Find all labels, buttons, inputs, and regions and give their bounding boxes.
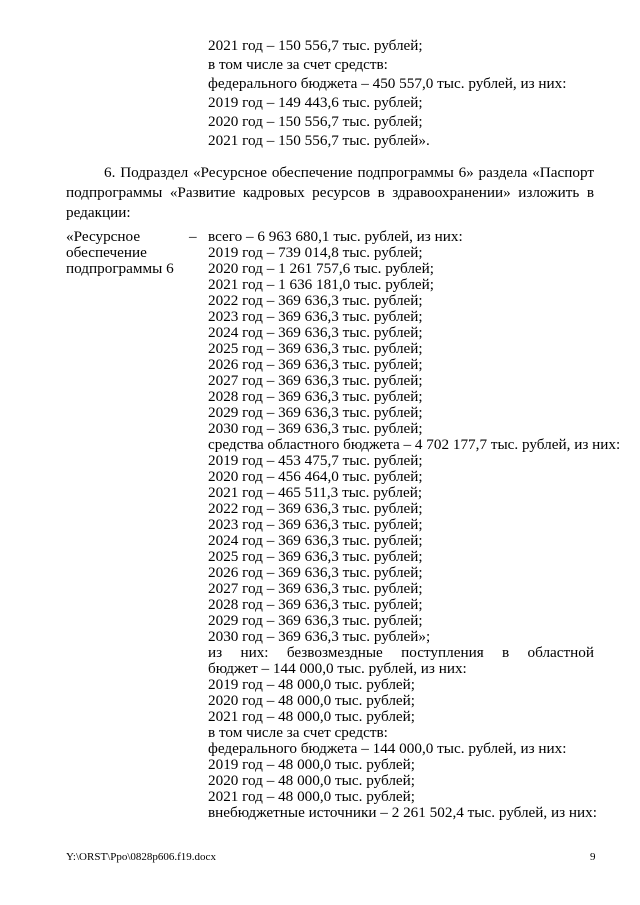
table-value-line: средства областного бюджета – 4 702 177,7 тыс. рублей, из них: [208, 436, 621, 453]
table-value-line: 2023 год – 369 636,3 тыс. рублей; [208, 308, 423, 325]
table-value-line: 2020 год – 48 000,0 тыс. рублей; [208, 772, 416, 789]
table-values [208, 228, 621, 821]
table-value-line: 2022 год – 369 636,3 тыс. рублей; [208, 500, 423, 517]
section-paragraph: 6. Подраздел «Ресурсное обеспечение подпрограммы 6» раздела «Паспорт подпрограммы «Развитие кадровых ресурсов в здравоохранении» изложить в редакции: [66, 164, 594, 221]
top-line: 2019 год – 149 443,6 тыс. рублей; [208, 94, 423, 111]
footer-file-path: Y:\ORST\Ppo\0828p606.f19.docx [66, 851, 216, 863]
table-value-line: 2030 год – 369 636,3 тыс. рублей»; [208, 628, 431, 645]
table-value-line: 2020 год – 456 464,0 тыс. рублей; [208, 468, 423, 485]
table-value-line: 2021 год – 1 636 181,0 тыс. рублей; [208, 276, 435, 293]
table-value-line: внебюджетные источники – 2 261 502,4 тыс. рублей, из них: [208, 804, 597, 821]
table-label-line: подпрограммы 6 [66, 260, 174, 277]
top-line: 2021 год – 150 556,7 тыс. рублей». [208, 132, 430, 149]
table-value-line: 2019 год – 48 000,0 тыс. рублей; [208, 676, 416, 693]
table-value-line: 2027 год – 369 636,3 тыс. рублей; [208, 580, 423, 597]
table-value-line: в том числе за счет средств: [208, 724, 388, 741]
table-dash: – [189, 228, 197, 245]
table-label-line: «Ресурсное [66, 228, 141, 245]
top-line: 2020 год – 150 556,7 тыс. рублей; [208, 113, 423, 130]
table-value-line: 2029 год – 369 636,3 тыс. рублей; [208, 612, 423, 629]
table-value-line: 2026 год – 369 636,3 тыс. рублей; [208, 564, 423, 581]
top-line: федерального бюджета – 450 557,0 тыс. рублей, из них: [208, 75, 567, 92]
table-value-line: 2023 год – 369 636,3 тыс. рублей; [208, 516, 423, 533]
table-value-line: 2020 год – 48 000,0 тыс. рублей; [208, 692, 416, 709]
table-value-line: 2026 год – 369 636,3 тыс. рублей; [208, 356, 423, 373]
table-value-line: 2025 год – 369 636,3 тыс. рублей; [208, 548, 423, 565]
table-value-line: 2027 год – 369 636,3 тыс. рублей; [208, 372, 423, 389]
table-value-line: 2029 год – 369 636,3 тыс. рублей; [208, 404, 423, 421]
table-value-line: федерального бюджета – 144 000,0 тыс. рублей, из них: [208, 740, 567, 757]
table-value-line: из них: безвозмездные поступления в областной [208, 644, 594, 661]
table-value-line: 2021 год – 48 000,0 тыс. рублей; [208, 788, 416, 805]
table-value-line: всего – 6 963 680,1 тыс. рублей, из них: [208, 228, 463, 245]
table-value-line: бюджет – 144 000,0 тыс. рублей, из них: [208, 660, 467, 677]
table-value-line: 2019 год – 739 014,8 тыс. рублей; [208, 244, 423, 261]
top-line: 2021 год – 150 556,7 тыс. рублей; [208, 37, 423, 54]
table-label-line: обеспечение [66, 244, 147, 261]
table-value-line: 2019 год – 453 475,7 тыс. рублей; [208, 452, 423, 469]
table-value-line: 2024 год – 369 636,3 тыс. рублей; [208, 532, 423, 549]
table-value-line: 2021 год – 465 511,3 тыс. рублей; [208, 484, 423, 501]
table-value-line: 2028 год – 369 636,3 тыс. рублей; [208, 596, 423, 613]
table-value-line: 2025 год – 369 636,3 тыс. рублей; [208, 340, 423, 357]
table-value-line: 2021 год – 48 000,0 тыс. рублей; [208, 708, 416, 725]
table-value-line: 2024 год – 369 636,3 тыс. рублей; [208, 324, 423, 341]
table-value-line: 2022 год – 369 636,3 тыс. рублей; [208, 292, 423, 309]
table-value-line: 2019 год – 48 000,0 тыс. рублей; [208, 756, 416, 773]
table-value-line: 2028 год – 369 636,3 тыс. рублей; [208, 388, 423, 405]
footer-page-number: 9 [590, 851, 596, 863]
top-line: в том числе за счет средств: [208, 56, 388, 73]
table-value-line: 2020 год – 1 261 757,6 тыс. рублей; [208, 260, 435, 277]
table-value-line: 2030 год – 369 636,3 тыс. рублей; [208, 420, 423, 437]
